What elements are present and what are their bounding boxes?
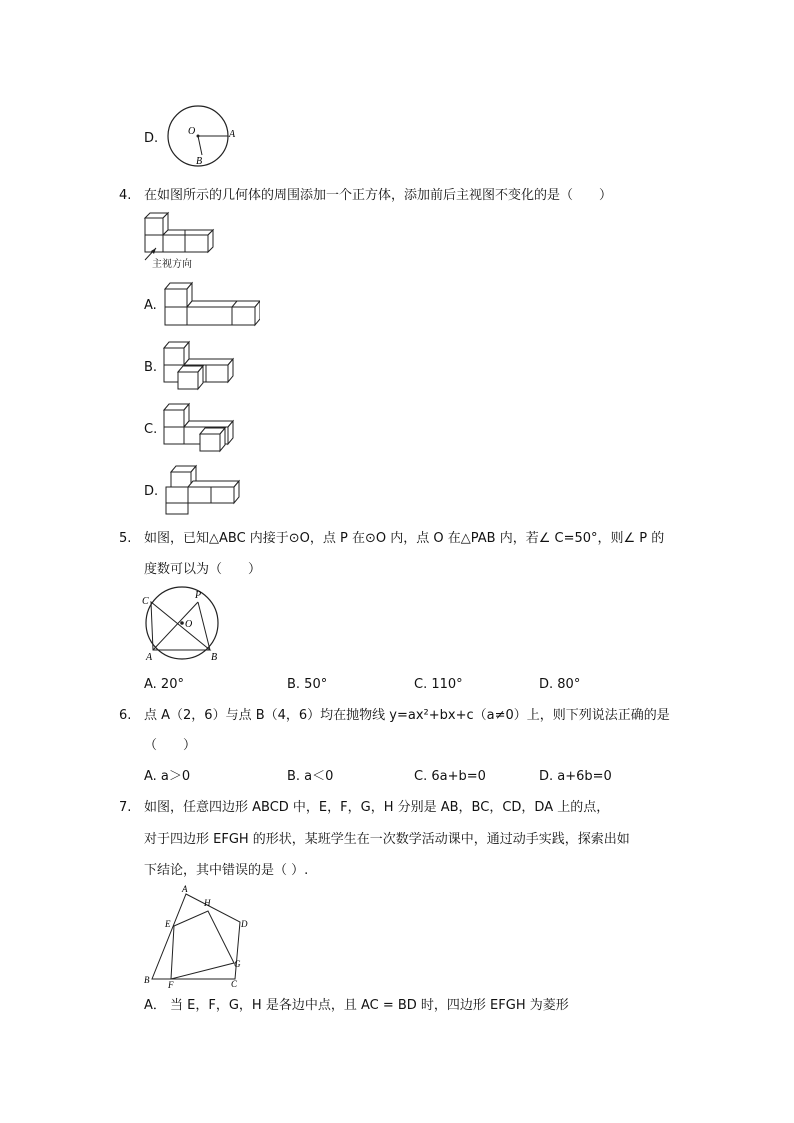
q5-stem-line1: 如图，已知△ABC 内接于⊙O，点 P 在⊙O 内，点 O 在△PAB 内，若∠ C=50°，则∠ P 的 xyxy=(144,531,665,546)
q4-option-d-figure xyxy=(160,464,242,516)
q5-label-p: P xyxy=(195,590,202,601)
q5-number: 5. xyxy=(119,531,132,546)
q6-number: 6. xyxy=(119,708,132,723)
q7-label-a: A xyxy=(182,884,188,894)
q6-option-c: C. 6a+b=0 xyxy=(414,769,486,784)
q7-label-g: G xyxy=(234,959,241,969)
q6-option-b: B. a＜0 xyxy=(287,769,334,784)
q5-label-a: A xyxy=(146,652,153,663)
q5-option-b: B. 50° xyxy=(287,677,328,692)
q4-option-a-label: A. xyxy=(144,298,157,313)
q4-direction-label: 主视方向 xyxy=(152,259,192,270)
q3-label-b: B xyxy=(196,156,203,167)
q5-label-b: B xyxy=(211,652,218,663)
q7-label-b: B xyxy=(144,975,150,985)
q6-stem-line2: （ ） xyxy=(144,738,197,753)
q5-label-c: C xyxy=(142,596,149,607)
q7-label-d: D xyxy=(241,919,248,929)
q5-circle-figure xyxy=(140,585,230,665)
q4-number: 4. xyxy=(119,188,132,203)
q6-stem-line1: 点 A（2，6）与点 B（4，6）均在抛物线 y=ax²+bx+c（a≠0）上，则下列说法正确的是 xyxy=(144,708,670,723)
q5-stem-line2: 度数可以为（ ） xyxy=(144,562,262,577)
q4-option-d-label: D. xyxy=(144,484,159,499)
q5-option-c: C. 110° xyxy=(414,677,463,692)
q6-option-a: A. a＞0 xyxy=(144,769,191,784)
q7-option-a: A． 当 E，F，G，H 是各边中点，且 AC = BD 时，四边形 EFGH 为菱形 xyxy=(144,998,569,1013)
q5-option-d: D. 80° xyxy=(539,677,581,692)
q3-option-d-circle-figure xyxy=(162,104,242,174)
q7-label-c: C xyxy=(231,979,238,989)
q3-label-o: O xyxy=(188,126,196,137)
q7-stem-line3: 下结论，其中错误的是（ ）. xyxy=(144,863,309,878)
q7-number: 7. xyxy=(119,800,132,815)
q4-option-c-label: C. xyxy=(144,422,158,437)
q7-label-e: E xyxy=(165,919,171,929)
q7-stem-line1: 如图，任意四边形 ABCD 中，E，F，G，H 分别是 AB，BC，CD，DA 上的点， xyxy=(144,800,610,815)
q3-label-a: A xyxy=(229,129,236,140)
q7-label-f: F xyxy=(168,980,174,990)
q7-quadrilateral-figure xyxy=(138,882,258,990)
q3-option-d-label: D. xyxy=(144,131,159,146)
q4-option-b-figure xyxy=(160,340,240,392)
q6-option-d: D. a+6b=0 xyxy=(539,769,612,784)
q5-option-a: A. 20° xyxy=(144,677,184,692)
q7-label-h: H xyxy=(204,898,211,908)
q4-stem: 在如图所示的几何体的周围添加一个正方体，添加前后主视图不变化的是（ ） xyxy=(144,188,613,203)
q4-option-b-label: B. xyxy=(144,360,158,375)
q4-option-a-figure xyxy=(160,280,260,328)
q5-label-o: O xyxy=(185,619,193,630)
q4-option-c-figure xyxy=(160,402,236,454)
q7-stem-line2: 对于四边形 EFGH 的形状，某班学生在一次数学活动课中，通过动手实践，探索出如 xyxy=(144,832,630,847)
